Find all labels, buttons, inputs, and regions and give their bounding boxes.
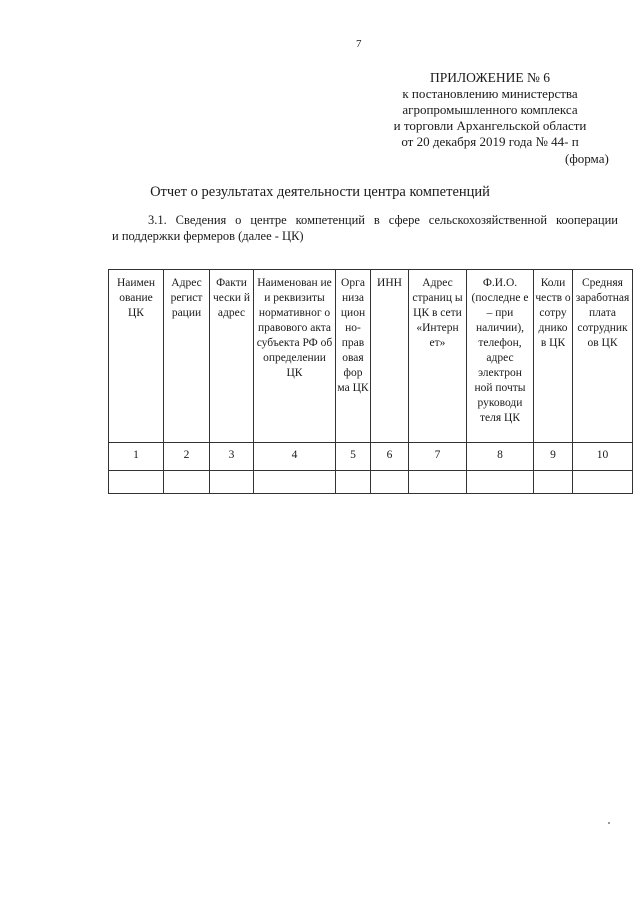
appendix-line: и торговли Архангельской области (393, 118, 587, 133)
table-cell-empty (164, 471, 210, 494)
section-heading-line: 3.1. Сведения о центре компетенций в сфере сельскохозяйственной кооперации (148, 213, 618, 227)
report-title: Отчет о результатах деятельности центра компетенций (150, 184, 490, 200)
column-header-website: Адрес страниц ы ЦК в сети «Интерн ет» (409, 270, 467, 443)
column-header-name: Наимен ование ЦК (109, 270, 164, 443)
appendix-line: от 20 декабря 2019 года № 44- п (401, 134, 579, 149)
column-number: 3 (210, 443, 254, 471)
appendix-title: ПРИЛОЖЕНИЕ № 6 (429, 70, 551, 85)
column-number: 5 (336, 443, 371, 471)
table-cell-empty (467, 471, 534, 494)
section-heading-line: и поддержки фермеров (далее - ЦК) (112, 229, 304, 243)
column-header-legal-form: Орга низа цион но- прав овая фор ма ЦК (336, 270, 371, 443)
page-number: 7 (356, 38, 362, 50)
column-number: 1 (109, 443, 164, 471)
column-number: 10 (573, 443, 633, 471)
table-row-column-numbers (109, 443, 633, 471)
column-header-registration-address: Адрес регист рации (164, 270, 210, 443)
column-header-actual-address: Факти чески й адрес (210, 270, 254, 443)
column-number: 4 (254, 443, 336, 471)
appendix-line: к постановлению министерства (402, 86, 578, 101)
table-cell-empty (210, 471, 254, 494)
column-header-inn: ИНН (371, 270, 409, 443)
form-note: (форма) (565, 151, 609, 166)
table-cell-empty (109, 471, 164, 494)
appendix-header (370, 70, 610, 150)
appendix-line: агропромышленного комплекса (402, 102, 578, 117)
table-header-row (109, 270, 633, 443)
table-cell-empty (371, 471, 409, 494)
column-number: 2 (164, 443, 210, 471)
column-number: 7 (409, 443, 467, 471)
column-header-average-salary: Средняя заработная плата сотрудник ов ЦК (573, 270, 633, 443)
table-cell-empty (254, 471, 336, 494)
column-header-staff-count: Коли честв о сотру днико в ЦК (534, 270, 573, 443)
section-heading (112, 212, 618, 244)
table-cell-empty (336, 471, 371, 494)
table-cell-empty (409, 471, 467, 494)
column-header-head-contacts: Ф.И.О. (последне е – при наличии), телефон, адрес электрон ной почты руководи теля ЦК (467, 270, 534, 443)
column-number: 9 (534, 443, 573, 471)
table-cell-empty (573, 471, 633, 494)
report-table (108, 269, 633, 494)
table-row-empty (109, 471, 633, 494)
column-header-legal-act: Наименован ие и реквизиты нормативног о правового акта субъекта РФ об определении ЦК (254, 270, 336, 443)
column-number: 8 (467, 443, 534, 471)
table-cell-empty (534, 471, 573, 494)
scan-speck (608, 822, 610, 824)
column-number: 6 (371, 443, 409, 471)
